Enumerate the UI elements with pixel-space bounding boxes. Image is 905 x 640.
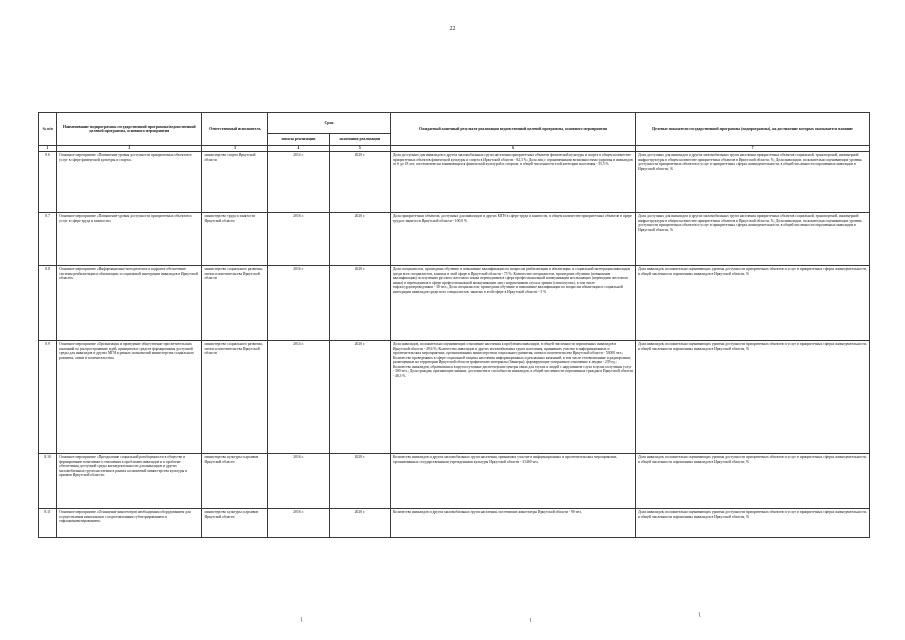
- header-no: № п/п: [39, 113, 57, 146]
- column-number: 3: [202, 146, 268, 152]
- table-header-row: [39, 113, 870, 134]
- row-number: 8.9: [39, 341, 57, 454]
- column-number: 2: [57, 146, 202, 152]
- table-row: [39, 213, 870, 266]
- table-row: [39, 341, 870, 454]
- page-number: 22: [449, 26, 456, 32]
- row-number: 8.6: [39, 152, 57, 213]
- row-responsible: министерство социального развития, опеки и попечительства Иркутской области: [202, 266, 268, 341]
- header-start: начала реализации: [268, 134, 329, 146]
- row-number: 8.8: [39, 266, 57, 341]
- table-row: [39, 266, 870, 341]
- row-end: 2020 г.: [329, 509, 390, 538]
- row-number: 8.10: [39, 454, 57, 509]
- row-indicators: Доля доступных для инвалидов и других маломобильных групп населения приоритетных объектов социальной, транспортной, инженерной инфраструктуры в общем количестве приоритетных объектов в Иркутской области, %; Доля инвалидов, положительно оценивающих уровень доступности приоритетных объектов и услуг в приоритетных сферах жизнедеятельности, в общей численности опрошенных инвалидов в Иркутской области, %: [636, 152, 870, 213]
- header-result: Ожидаемый конечный результат реализации ведомственной целевой программы, основного мероприятия: [390, 113, 635, 146]
- row-start: 2016 г.: [268, 454, 329, 509]
- row-start: 2016 г.: [268, 266, 329, 341]
- header-name: Наименование подпрограммы государственной программы/ведомственной целевой программы, основного мероприятия: [57, 113, 202, 146]
- row-number: 8.7: [39, 213, 57, 266]
- column-number: 6: [390, 146, 635, 152]
- row-activity-name: Основное мероприятие «Повышение уровня доступности приоритетных объектов и услуг в сфере труда и занятости»: [57, 213, 202, 266]
- row-result: Доля специалистов, прошедших обучение и повышение квалификации по вопросам реабилитации и абилитации, и социальной интеграции инвалидов среди всех специалистов, занятых в этой сфере в Иркутской области - 75 %; Количество специалистов, прошедших обучение (повышение квалификации) по изучению русского жестового языка переводчиков в сфере профессиональной коммуникации неслышащих (переводчик жестового языка) и переводчиков в сфере профессиональной коммуникации лиц с нарушениями слуха и зрения (слепоглухих), в том числе тифлосурдопереводчиков - 30 чел.; Доля специалистов, прошедших обучение и повышение квалификации по вопросам абилитации и социальной интеграции инвалидов среди всех специалистов, занятых в этой сфере в Иркутской области - 5 %: [390, 266, 635, 341]
- row-end: 2020 г.: [329, 152, 390, 213]
- row-indicators: Доля инвалидов, положительно оценивающих уровень доступности приоритетных объектов и услуг в приоритетных сферах жизнедеятельности, в общей численности опрошенных инвалидов в Иркутской области, %: [636, 266, 870, 341]
- row-responsible: министерство спорта Иркутской области: [202, 152, 268, 213]
- row-responsible: министерство труда и занятости Иркутской области: [202, 213, 268, 266]
- row-end: 2020 г.: [329, 341, 390, 454]
- header-responsible: Ответственный исполнитель: [202, 113, 268, 146]
- column-number: 5: [329, 146, 390, 152]
- scan-speck: [301, 617, 302, 622]
- table-row: [39, 454, 870, 509]
- row-responsible: министерство культуры и архивов Иркутской области: [202, 454, 268, 509]
- row-result: Количество инвалидов и других маломобильных групп населения, посетивших кинотеатры Иркутской области - 90 чел.: [390, 509, 635, 538]
- scan-speck: [530, 618, 531, 622]
- row-start: 2014 г.: [268, 341, 329, 454]
- header-indicators: Целевые показатели государственной программы (подпрограммы), на достижение которых оказывается влияние: [636, 113, 870, 146]
- table-row: [39, 152, 870, 213]
- row-number: 8.11: [39, 509, 57, 538]
- row-indicators: Доля инвалидов, положительно оценивающих уровень доступности приоритетных объектов и услуг в приоритетных сферах жизнедеятельности, в общей численности опрошенных инвалидов в Иркутской области, %: [636, 509, 870, 538]
- row-activity-name: Основное мероприятие «Преодоление социальной разобщенности в обществе и формирование позитивного отношения к проблемам инвалидов и к проблеме обеспечения доступной среды жизнедеятельности для инвалидов и других маломобильных групп населения в рамках полномочий министерства культуры и архивов Иркутской области»: [57, 454, 202, 509]
- row-indicators: Доля инвалидов, положительно оценивающих уровень доступности приоритетных объектов и услуг в приоритетных сферах жизнедеятельности, в общей численности опрошенных инвалидов в Иркутской области, %: [636, 341, 870, 454]
- row-start: 2016 г.: [268, 509, 329, 538]
- row-activity-name: Основное мероприятие «Оснащение кинотеатров необходимым оборудованием для осуществления кинопоказов с подготовленным субтитрированием и тифлокомментированием»: [57, 509, 202, 538]
- row-end: 2020 г.: [329, 213, 390, 266]
- row-activity-name: Основное мероприятие «Повышение уровня доступности приоритетных объектов и услуг в сфере физической культуры и спорта»: [57, 152, 202, 213]
- row-activity-name: Основное мероприятие «Информационно-методическое и кадровое обеспечение системы реабилитации и абилитации, и социальной интеграции инвалидов в Иркутской области»: [57, 266, 202, 341]
- row-indicators: Доля инвалидов, положительно оценивающих уровень доступности приоритетных объектов и услуг в приоритетных сферах жизнедеятельности, в общей численности опрошенных инвалидов в Иркутской области, %: [636, 454, 870, 509]
- row-indicators: Доля доступных для инвалидов и других маломобильных групп населения приоритетных объектов социальной, транспортной, инженерной инфраструктуры в общем количестве приоритетных объектов в Иркутской области, %; Доля инвалидов, положительно оценивающих уровень доступности приоритетных объектов и услуг в приоритетных сферах жизнедеятельности, в общей численности опрошенных инвалидов в Иркутской области, %: [636, 213, 870, 266]
- row-result: Количество инвалидов и других маломобильных групп населения, принявших участие в информационных и просветительских мероприятиях, организованных государственными учреждениями культуры Иркутской области - 31460 чел.: [390, 454, 635, 509]
- header-end: окончания реализации: [329, 134, 390, 146]
- row-result: Доля инвалидов, положительно оценивающих отношение населения к проблемам инвалидов, в общей численности опрошенных инвалидов в Иркутской области - 49,6 %; Количество инвалидов и других маломобильных групп населения, принявших участие в информационных и просветительских мероприятиях, организованных министерством социального развития, опеки и попечительства Иркутской области - 53000 чел.; Количество проведенных в сфере социальной защиты населения информационных и рекламных кампаний, в том числе телевизионные и радиоролики, размещенные на территории Иркутской области графические материалы (баннеры), формирующие толерантное отношение к людям - 239 ед.; Количество инвалидов, обратившихся в круглосуточные диспетчерские центры связи для глухих и людей с нарушением слуха в целях получения услуг - 300 чел.; Доля граждан, признающих навыки, достоинства и способности инвалидов, в общей численности опрошенных граждан в Иркутской области - 48,3 %: [390, 341, 635, 454]
- row-activity-name: Основное мероприятие «Организация и проведение общественно-просветительских кампаний по распространению идей, принципов и средств формирования доступной среды для инвалидов и других МГН в рамках полномочий министерства социального развития, опеки и попечительства»: [57, 341, 202, 454]
- row-end: 2020 г.: [329, 454, 390, 509]
- row-result: Доля приоритетных объектов, доступных для инвалидов и других МГН в сфере труда и занятости, в общем количестве приоритетных объектов в сфере труда и занятости Иркутской области - 100,0 %: [390, 213, 635, 266]
- row-result: Доля доступных для инвалидов и других маломобильных групп населения приоритетных объектов физической культуры и спорта в общем количестве приоритетных объектов физической культуры и спорта в Иркутской области - 82,3 %; Доля лиц с ограниченными возможностями здоровья и инвалидов от 6 до 18 лет, систематически занимающихся физической культурой и спортом, в общей численности этой категории населения - 35,5 %: [390, 152, 635, 213]
- scan-speck: [699, 612, 700, 617]
- column-number: 1: [39, 146, 57, 152]
- column-number: 4: [268, 146, 329, 152]
- row-end: 2020 г.: [329, 266, 390, 341]
- program-table: [38, 112, 870, 538]
- header-term: Срок: [268, 113, 391, 134]
- row-responsible: министерство социального развития, опеки и попечительства Иркутской области: [202, 341, 268, 454]
- row-responsible: министерство культуры и архивов Иркутской области: [202, 509, 268, 538]
- row-start: 2014 г.: [268, 152, 329, 213]
- column-number: 7: [636, 146, 870, 152]
- row-start: 2016 г.: [268, 213, 329, 266]
- table-row: [39, 509, 870, 538]
